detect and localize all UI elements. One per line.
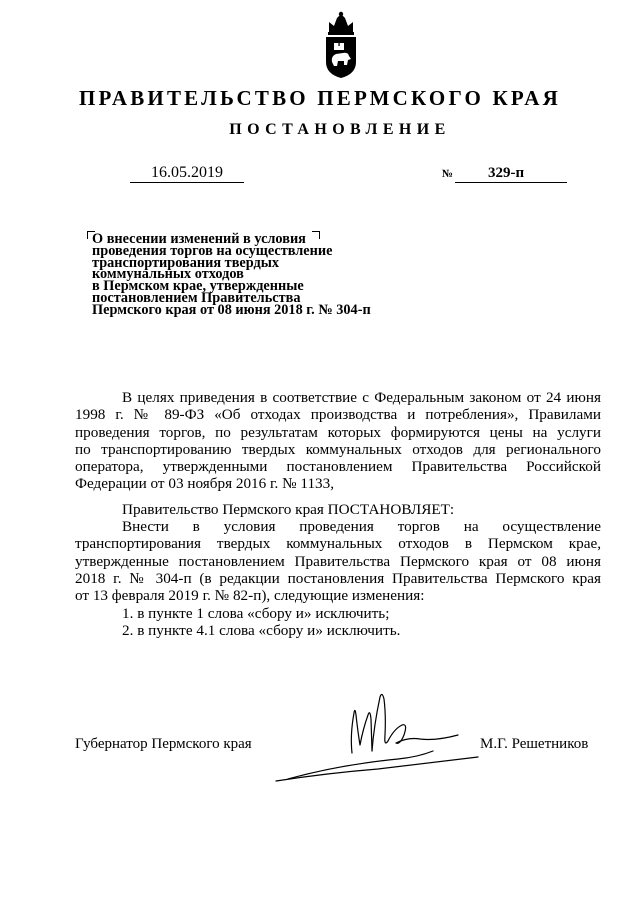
document-number-field [455,164,567,183]
body-line: В целях приведения в соответствие с Федеральным законом от 24 июня [122,389,601,406]
document-type: ПОСТАНОВЛЕНИЕ [229,121,451,138]
body-line: утвержденные постановлением Правительства Пермского края от 08 июня [75,552,601,570]
government-title: ПРАВИТЕЛЬСТВО ПЕРМСКОГО КРАЯ [78,86,561,110]
subject-line: транспортирования твердых [92,254,280,271]
signatory-name: М.Г. Решетников [480,736,589,752]
subject-line: О внесении изменений в условия [92,231,306,247]
subject-line: Пермского края от 08 июня 2018 г. № 304-п [92,301,371,318]
resolves-line: Правительство Пермского края ПОСТАНОВЛЯЕТ: [122,500,455,518]
body-line: 1998 г. № 89-ФЗ «Об отходах производства и потребления», Правилами [75,406,601,424]
signatory-position: Губернатор Пермского края [75,736,252,752]
subject-line: проведения торгов на осуществление [92,242,333,259]
number-sign: № [442,168,454,180]
body-line: проведения торгов, по результатам которых формируются цены на услуги [75,423,601,441]
document-subject [92,231,422,318]
body-line: от 13 февраля 2019 г. № 82-п), следующие изменения: [75,587,425,605]
subject-line: коммунальных отходов [92,266,244,283]
body-line: по транспортированию твердых коммунальных отходов для регионального [75,440,601,458]
subject-line: в Пермском крае, утвержденные [92,278,304,295]
body-line: Федерации от 03 ноября 2016 г. № 1133, [75,475,335,493]
handwritten-signature [268,685,483,785]
body-line: транспортирования твердых коммунальных отходов в Пермском крае, [75,535,601,553]
amendment-item: 1. в пункте 1 слова «сбору и» исключить; [122,604,390,622]
subject-line: постановлением Правительства [92,289,301,306]
perm-krai-coat-of-arms-icon [321,10,361,80]
body-line: Внести в условия проведения торгов на осуществление [122,518,601,536]
document-number: 329-п [488,165,525,181]
body-line: 2018 г. № 304-п (в редакции постановления Правительства Пермского края [75,569,601,587]
body-line: оператора, утвержденными постановлением Правительства Российской [75,458,601,476]
amendment-item: 2. в пункте 4.1 слова «сбору и» исключить. [122,621,401,639]
document-date: 16.05.2019 [130,164,244,183]
document-body [75,389,601,639]
